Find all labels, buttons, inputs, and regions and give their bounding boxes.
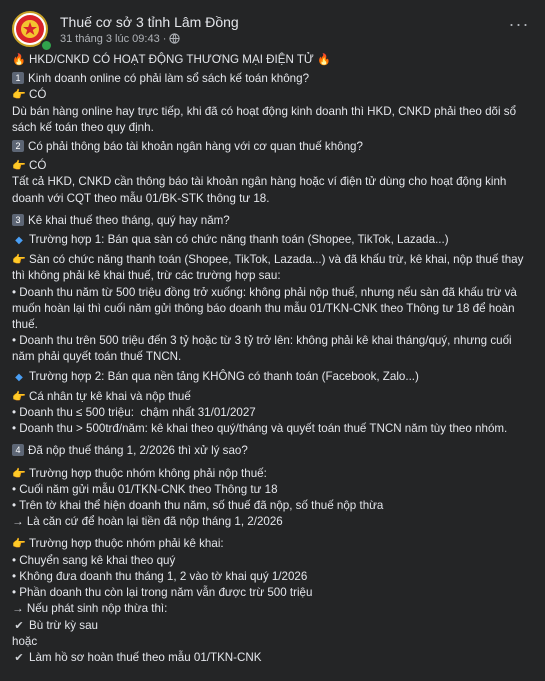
q3-question-line bbox=[12, 213, 534, 229]
q1-answer-line bbox=[12, 87, 534, 103]
q4-group1-title: Trường hợp thuộc nhóm không phải nộp thuế: bbox=[29, 466, 267, 480]
check-mark-icon: ✔ bbox=[14, 619, 24, 632]
q3-case1-title: Trường hợp 1: Bán qua sàn có chức năng thanh toán (Shopee, TikTok, Lazada...) bbox=[29, 233, 449, 247]
q4-question: Đã nộp thuế tháng 1, 2/2026 thì xử lý sao? bbox=[28, 444, 248, 458]
q2-answer-line bbox=[12, 158, 534, 174]
q4-option-2-line bbox=[12, 650, 534, 666]
globe-icon bbox=[169, 33, 180, 47]
q3-case2-line bbox=[12, 369, 534, 386]
blue-diamond-icon: ◆ bbox=[15, 235, 23, 247]
q3-case2-title: Trường hợp 2: Bán qua nền tảng KHÔNG có thanh toán (Facebook, Zalo...) bbox=[29, 369, 419, 383]
blue-diamond-icon: ◆ bbox=[15, 371, 23, 383]
q4-question-line bbox=[12, 443, 534, 459]
q4-group2-bullet-3: • Phần doanh thu còn lại trong năm vẫn được trừ 500 triệu bbox=[12, 586, 313, 600]
post-meta bbox=[60, 33, 180, 47]
q3-case2-intro: Cá nhân tự kê khai và nộp thuế bbox=[29, 389, 191, 403]
pointing-hand-icon: 👉 bbox=[12, 89, 26, 102]
q1-question-line bbox=[12, 71, 534, 87]
q2-question: Có phải thông báo tài khoản ngân hàng với cơ quan thuế không? bbox=[28, 140, 363, 154]
q4-group1-bullet-2: • Trên tờ khai thể hiện doanh thu năm, số thuế đã nộp, số thuế nộp thừa bbox=[12, 499, 384, 513]
number-3-icon: 3 bbox=[12, 214, 24, 226]
pointing-hand-icon: 👉 bbox=[12, 538, 26, 551]
q4-group1-bullet-1: • Cuối năm gửi mẫu 01/TKN-CNK theo Thông tư 18 bbox=[12, 482, 278, 496]
fire-icon: 🔥 bbox=[12, 54, 26, 66]
q3-case2-bullet-2: • Doanh thu > 500trđ/năm: kê khai theo quý/tháng và quyết toán thuế TNCN năm tùy theo nhóm. bbox=[12, 422, 508, 436]
q2-detail: Tất cả HKD, CNKD cần thông báo tài khoản ngân hàng hoặc ví điện tử dùng cho hoạt động kinh doanh với CQT theo mẫu 01/BK-STK thông tư 18. bbox=[12, 175, 510, 205]
q4-group2-line bbox=[12, 536, 534, 552]
q4-group1-result: → Là căn cứ để hoàn lại tiền đã nộp tháng 1, 2/2026 bbox=[12, 515, 283, 529]
online-status-dot bbox=[40, 39, 53, 52]
pointing-hand-icon: 👉 bbox=[12, 160, 26, 173]
post-body bbox=[12, 52, 534, 666]
post-title-line bbox=[12, 52, 534, 68]
q4-or: hoặc bbox=[12, 634, 38, 648]
q4-group2-bullet-2: • Không đưa doanh thu tháng 1, 2 vào tờ khai quý 1/2026 bbox=[12, 569, 308, 583]
number-2-icon: 2 bbox=[12, 140, 24, 152]
q3-case1-intro: Sàn có chức năng thanh toán (Shopee, TikTok, Lazada...) và đã khấu trừ, kê khai, nộp thuế thay thì không phải kê khai thuế, trừ các trường hợp sau: bbox=[12, 253, 527, 283]
q4-group2-bullet-1: • Chuyển sang kê khai theo quý bbox=[12, 553, 176, 567]
q3-case1-intro-line bbox=[12, 252, 534, 284]
q2-question-line bbox=[12, 139, 534, 155]
number-4-icon: 4 bbox=[12, 444, 24, 456]
q1-detail: Dù bán hàng online hay trực tiếp, khi đã có hoạt động kinh doanh thì HKD, CNKD phải theo dõi sổ sách kế toán theo quy định. bbox=[12, 104, 520, 134]
q4-group1-line bbox=[12, 466, 534, 482]
pointing-hand-icon: 👉 bbox=[12, 390, 26, 403]
q3-case1-bullet-1: • Doanh thu năm từ 500 triệu đồng trở xuống: không phải nộp thuế, nhưng nếu sàn đã khấu trừ và muốn hoàn lại thì cuối năm gửi thông báo doanh thu mẫu 01/TKN-CNK theo Thông tư 18 để hoàn thuế. bbox=[12, 285, 521, 332]
q1-answer: CÓ bbox=[29, 88, 47, 102]
q3-case2-intro-line bbox=[12, 389, 534, 405]
post-header bbox=[12, 10, 535, 50]
q2-answer: CÓ bbox=[29, 159, 47, 173]
post-title: HKD/CNKD CÓ HOẠT ĐỘNG THƯƠNG MẠI ĐIỆN TỬ bbox=[29, 53, 314, 66]
q3-question: Kê khai thuế theo tháng, quý hay năm? bbox=[28, 213, 230, 227]
post-timestamp[interactable]: 31 tháng 3 lúc 09:43 bbox=[60, 33, 160, 45]
q4-option-1-line bbox=[12, 618, 534, 634]
number-1-icon: 1 bbox=[12, 72, 24, 84]
check-mark-icon: ✔ bbox=[14, 651, 24, 664]
page-name-link[interactable]: Thuế cơ sở 3 tỉnh Lâm Đồng bbox=[60, 14, 239, 30]
more-options-button[interactable]: ··· bbox=[508, 14, 530, 34]
q1-question: Kinh doanh online có phải làm sổ sách kế toán không? bbox=[28, 72, 310, 86]
q4-group2-result: → Nếu phát sinh nộp thừa thì: bbox=[12, 602, 168, 616]
pointing-hand-icon: 👉 bbox=[12, 467, 26, 480]
fire-icon: 🔥 bbox=[317, 54, 331, 66]
q4-group2-title: Trường hợp thuộc nhóm phải kê khai: bbox=[29, 537, 224, 551]
q3-case1-line bbox=[12, 232, 534, 249]
q4-option-1: Bù trừ kỳ sau bbox=[29, 618, 98, 632]
pointing-hand-icon: 👉 bbox=[12, 254, 26, 267]
q3-case2-bullet-1: • Doanh thu ≤ 500 triệu: chậm nhất 31/01/2027 bbox=[12, 406, 256, 420]
q4-option-2: Làm hồ sơ hoàn thuế theo mẫu 01/TKN-CNK bbox=[29, 650, 262, 664]
meta-separator: · bbox=[162, 33, 167, 45]
q3-case1-bullet-2: • Doanh thu trên 500 triệu đến 3 tỷ hoặc từ 3 tỷ trở lên: không phải kê khai tháng/quý, nhưng cuối năm phải quyết toán thuế TNCN. bbox=[12, 334, 515, 364]
